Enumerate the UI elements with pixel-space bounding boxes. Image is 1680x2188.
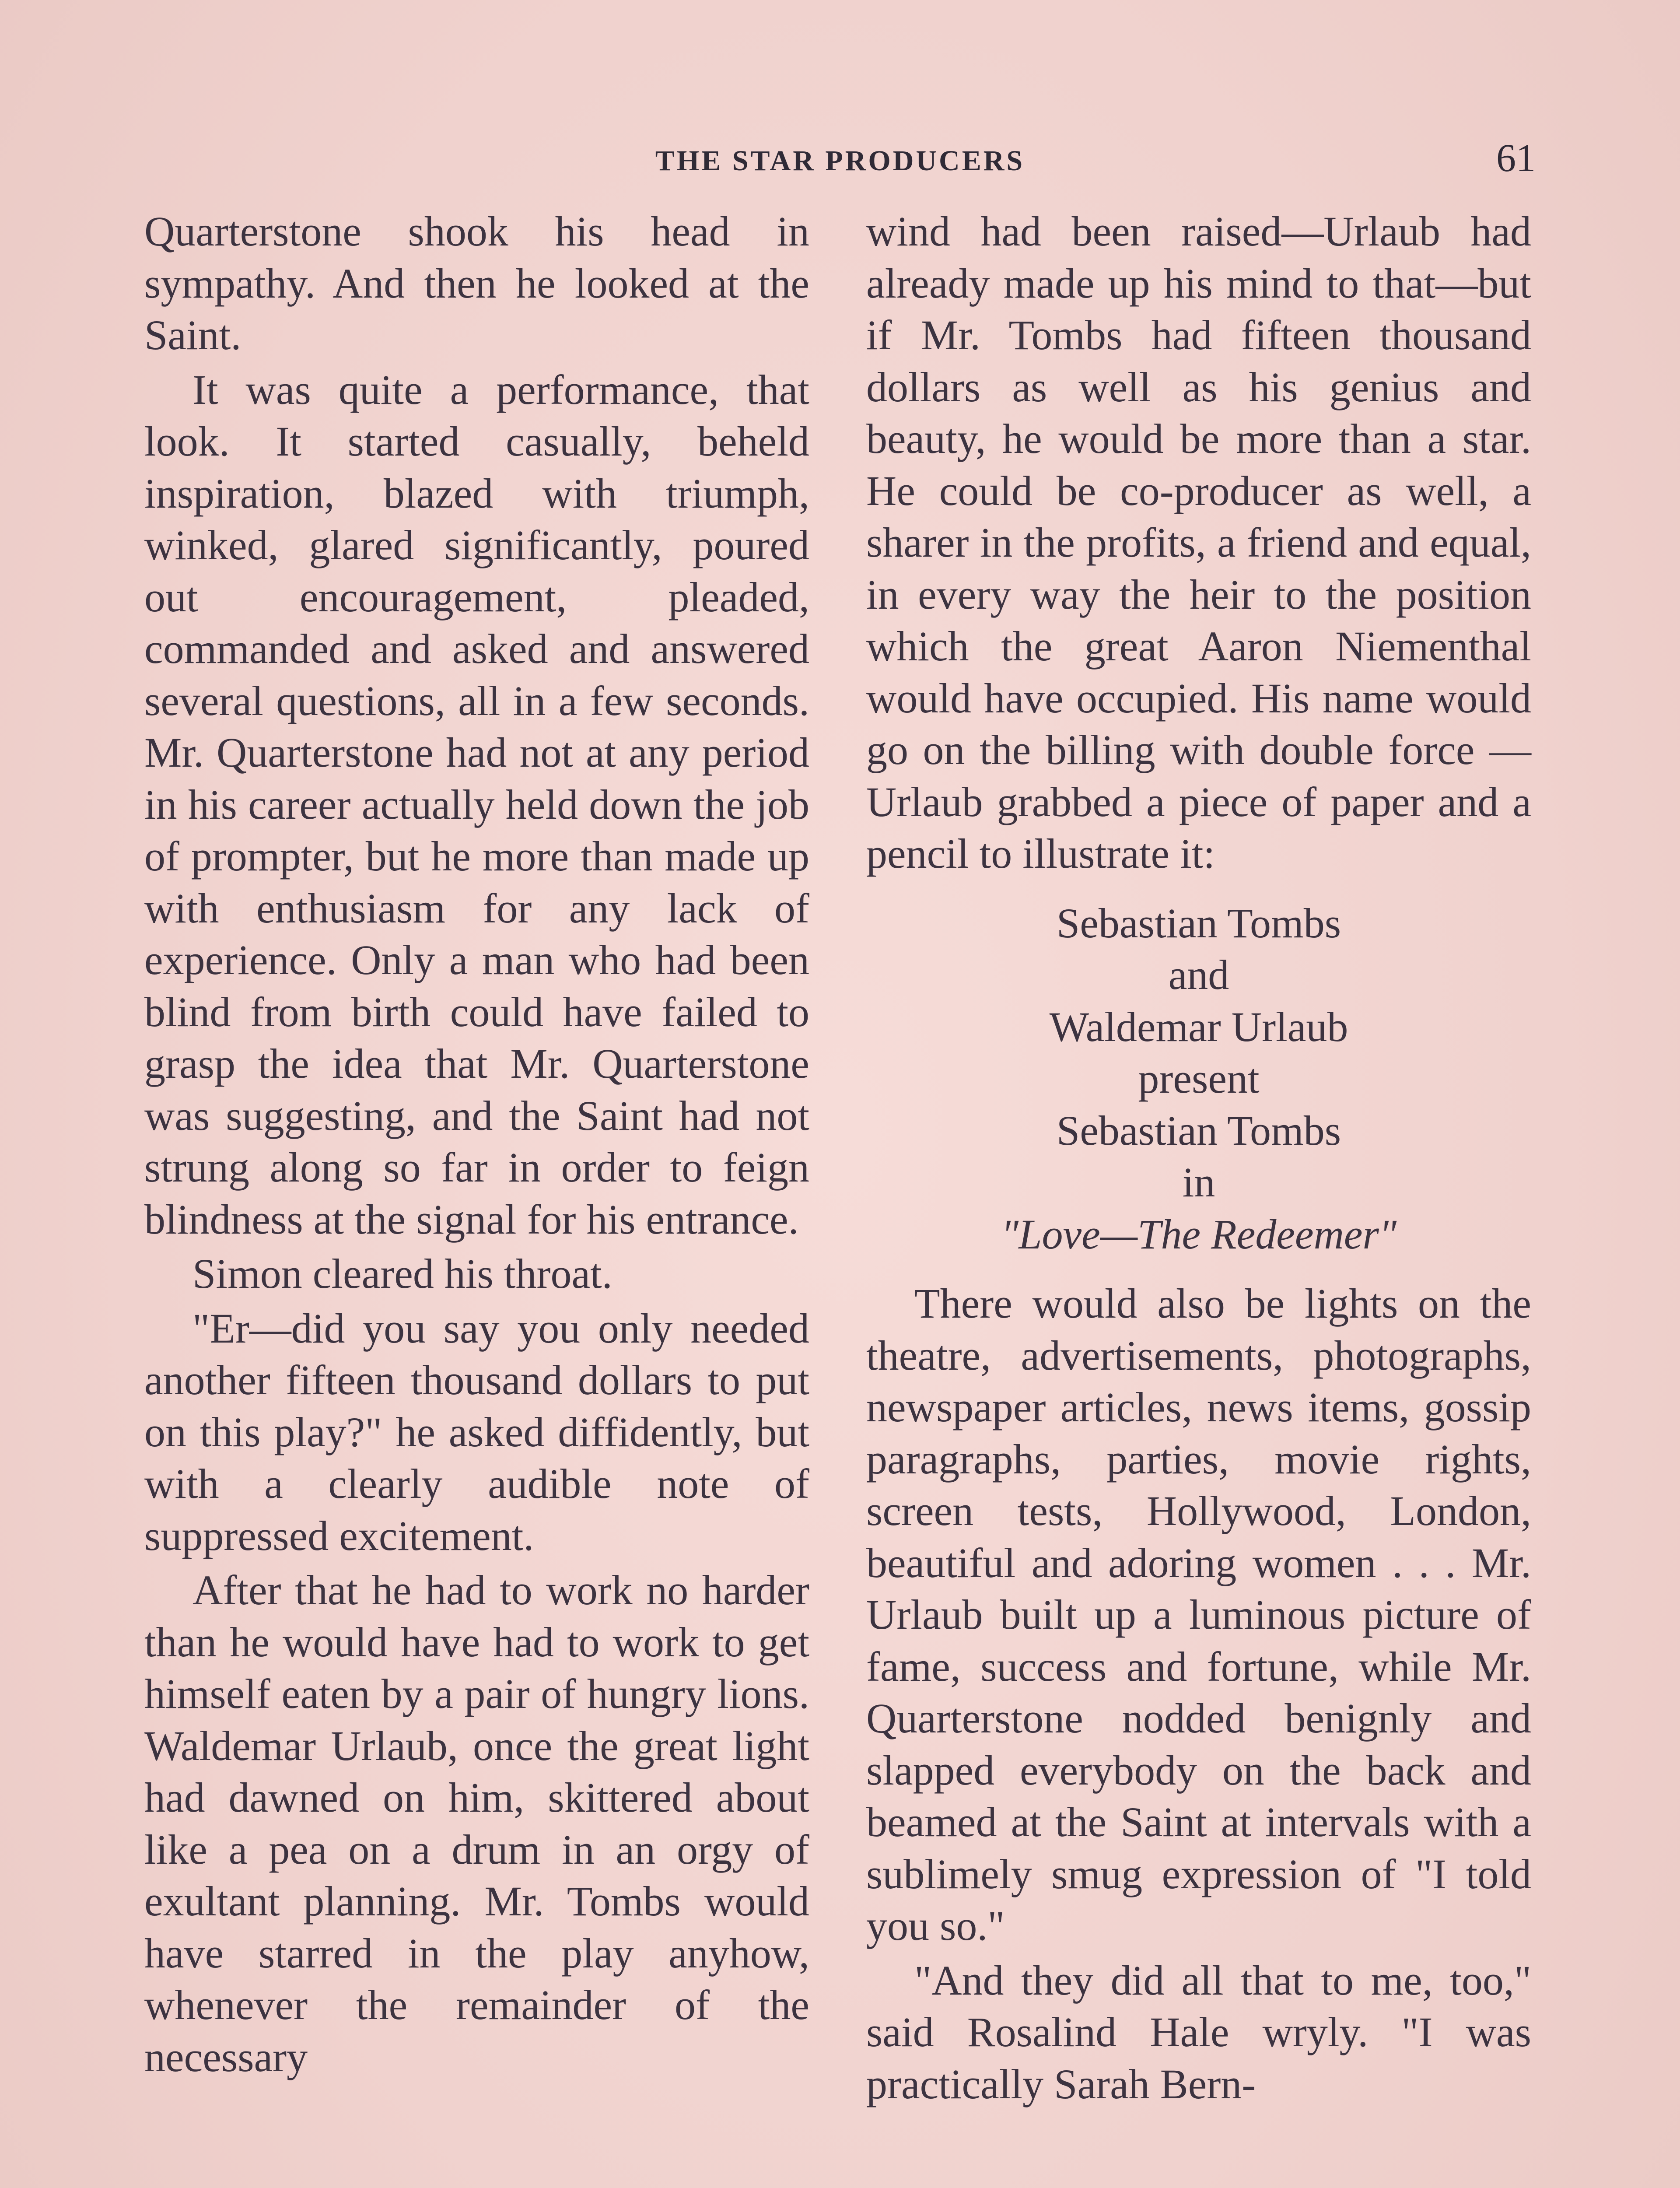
paragraph: After that he had to work no harder than he would have had to work to get himself eaten by a pair of hungry lions. Waldemar Urlaub, once the great light had dawned on him, skittered about like a pea on a drum in an orgy of exultant planning. Mr. Tombs would have starred in the play anyhow, whenever the remainder of the necessary bbox=[144, 1567, 809, 2080]
paragraph: wind had been raised—Urlaub had already made up his mind to that—but if Mr. Tombs had fifteen thousand dollars as well as his genius and beauty, he would be more than a star. He could be co-producer as well, a sharer in the profits, a friend and equal, in every way the heir to the position which the great Aaron Niementhal would have occupied. His name would go on the billing with double force —Urlaub grabbed a piece of paper and a pencil to illustrate it: bbox=[866, 208, 1531, 877]
left-column bbox=[144, 206, 809, 2086]
billing-line: Sebastian Tombs bbox=[1056, 899, 1341, 947]
paragraph: There would also be lights on the theatre, advertisements, photographs, newspaper articles, news items, gossip paragraphs, parties, movie rights, screen tests, Hollywood, London, beautiful and adoring women . . . Mr. Urlaub built up a luminous picture of fame, success and fortune, while Mr. Quarterstone nodded benignly and slapped everybody on the back and beamed at the Saint at intervals with a sublimely smug expression of "I told you so." bbox=[866, 1280, 1531, 1949]
billing-block bbox=[866, 898, 1531, 1261]
right-column bbox=[866, 206, 1531, 2113]
paragraph: Simon cleared his throat. bbox=[192, 1250, 612, 1297]
billing-line: and bbox=[1168, 951, 1229, 998]
paragraph: "Er—did you say you only needed another fifteen thousand dollars to put on this play?" he asked diffidently, but with a clearly audible note of suppressed excitement. bbox=[144, 1304, 809, 1559]
page-header bbox=[144, 131, 1536, 193]
billing-line: in bbox=[1182, 1159, 1215, 1206]
billing-line: present bbox=[1138, 1055, 1260, 1102]
paragraph: Quarterstone shook his head in sympathy. And then he looked at the Saint. bbox=[144, 208, 809, 358]
billing-line: Waldemar Urlaub bbox=[1049, 1003, 1348, 1050]
page-number: 61 bbox=[1496, 137, 1536, 180]
paragraph: It was quite a performance, that look. It started casually, beheld inspiration, blazed with triumph, winked, glared significantly, poured out encouragement, pleaded, commanded and asked and answered several questions, all in a few seconds. Mr. Quarterstone had not at any period in his career actually held down the job of prompter, but he more than made up with enthusiasm for any lack of experience. Only a man who had been blind from birth could have failed to grasp the idea that Mr. Quarterstone was suggesting, and the Saint had not strung along so far in order to feign blindness at the signal for his entrance. bbox=[144, 366, 809, 1243]
paragraph: "And they did all that to me, too," said Rosalind Hale wryly. "I was practically Sarah Bern- bbox=[866, 1957, 1531, 2107]
billing-line: Sebastian Tombs bbox=[1056, 1107, 1341, 1154]
running-head: THE STAR PRODUCERS bbox=[655, 145, 1025, 177]
billing-title: "Love—The Redeemer" bbox=[1001, 1210, 1397, 1258]
